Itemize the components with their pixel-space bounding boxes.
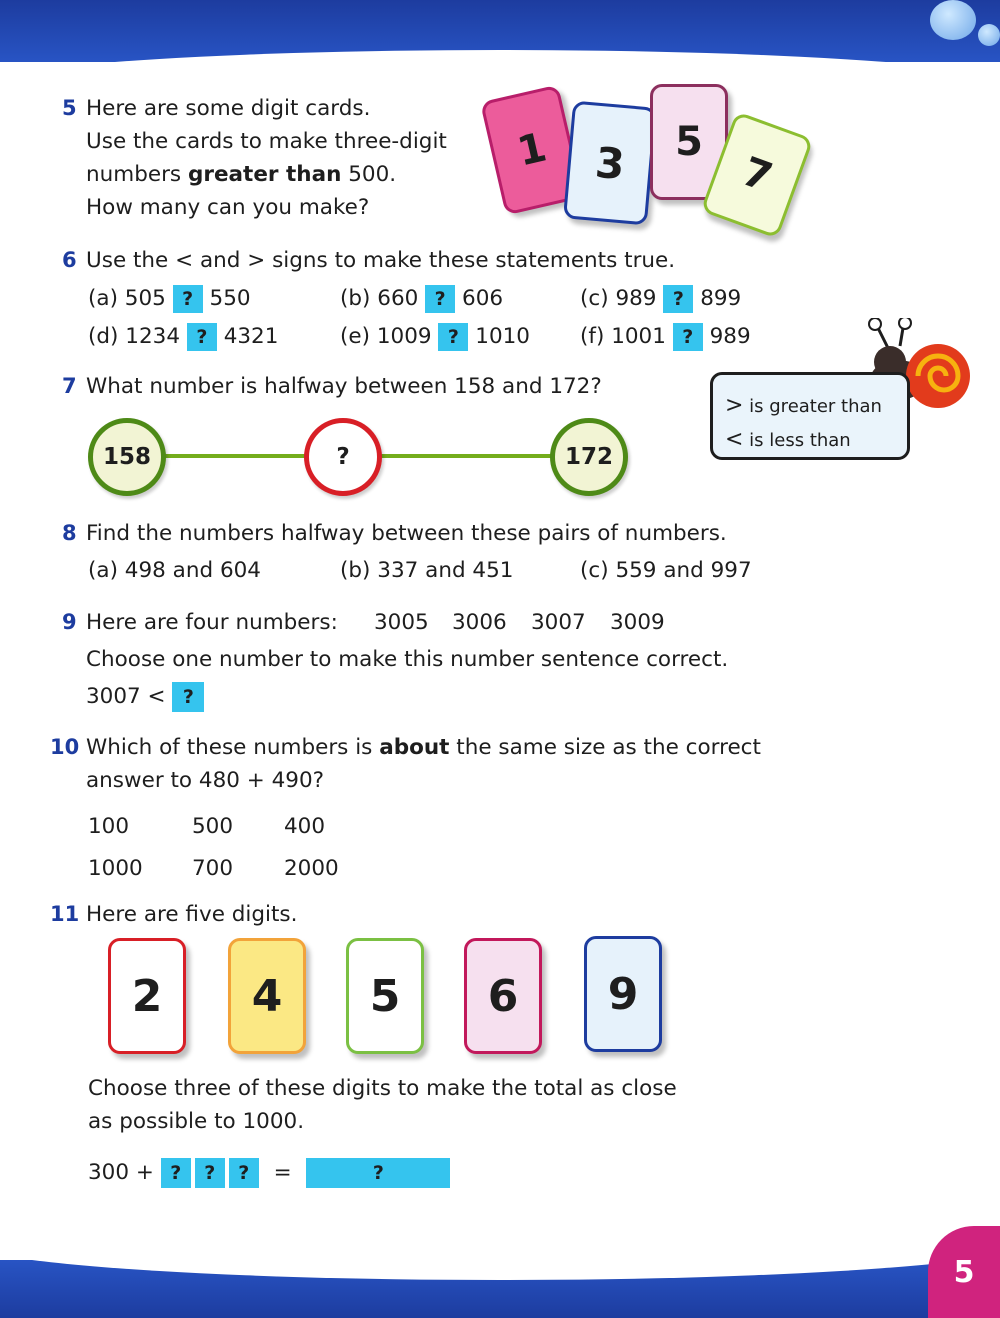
q9-sentence	[86, 680, 204, 713]
question-9-line-2: Choose one number to make this number sentence correct.	[86, 647, 729, 672]
q11-digit-box-1[interactable]: ?	[161, 1158, 191, 1188]
q9-answer-box[interactable]: ?	[172, 682, 204, 712]
q5-line3-bold: greater than	[187, 162, 342, 187]
question-5-line-3	[86, 158, 447, 191]
question-10-number: 10	[50, 735, 80, 759]
q8-item-b	[340, 554, 513, 587]
question-9-text: Here are four numbers:	[86, 610, 338, 635]
q11-digit-box-2[interactable]: ?	[195, 1158, 225, 1188]
question-11-number: 11	[50, 902, 80, 926]
q11-digit-card-2: 2	[108, 938, 186, 1054]
q6-item-d-box[interactable]: ?	[187, 323, 217, 351]
number-line-start: 158	[88, 418, 166, 496]
question-6-number: 6	[62, 248, 77, 272]
q6-item-a-box[interactable]: ?	[173, 285, 203, 313]
page-number: 5	[928, 1226, 1000, 1318]
q8-item-c	[580, 554, 752, 587]
q11-digit-card-6: 6	[464, 938, 542, 1054]
q10-line1-bold: about	[379, 735, 450, 760]
q5-line3-pre: numbers	[86, 162, 188, 187]
q5-digit-card-7: 7	[700, 111, 813, 239]
question-6-text: Use the < and > signs to make these statements true.	[86, 248, 676, 273]
question-5-line-1: Here are some digit cards.	[86, 96, 371, 121]
q6-item-b-left: 660	[377, 286, 419, 311]
number-line-middle-answer[interactable]: ?	[304, 418, 382, 496]
q6-item-b-right: 606	[462, 286, 504, 311]
question-10-line-1	[86, 731, 761, 764]
q9-sentence-text: 3007 <	[86, 684, 166, 709]
q6-item-b-box[interactable]: ?	[425, 285, 455, 313]
q5-digit-card-5: 5	[650, 84, 728, 200]
q11-digit-card-5: 5	[346, 938, 424, 1054]
q6-item-d	[88, 320, 278, 353]
q11-digit-box-3[interactable]: ?	[229, 1158, 259, 1188]
q10-option: 100	[88, 814, 130, 839]
q11-sum-start: 300 +	[88, 1160, 154, 1185]
q6-item-a-label: (a)	[88, 286, 118, 311]
q10-option: 2000	[284, 856, 339, 881]
question-8-text: Find the numbers halfway between these pairs of numbers.	[86, 521, 727, 546]
less-than-text: is less than	[743, 430, 851, 451]
q11-total-box[interactable]: ?	[306, 1158, 450, 1188]
question-8-number: 8	[62, 521, 77, 545]
question-5-number: 5	[62, 96, 77, 120]
number-line-segment-left	[160, 454, 310, 458]
bubble-decoration-small	[978, 24, 1000, 46]
question-10-line-2: answer to 480 + 490?	[86, 768, 325, 793]
q6-item-e-label: (e)	[340, 324, 371, 349]
question-5-line-4: How many can you make?	[86, 195, 370, 220]
question-7-number: 7	[62, 374, 77, 398]
q9-number-3: 3007	[531, 610, 586, 635]
q6-item-c	[580, 282, 741, 315]
q10-line1-post: the same size as the correct	[449, 735, 761, 760]
q6-item-a	[88, 282, 251, 315]
q8-item-a-label: (a)	[88, 558, 118, 583]
q6-item-f-label: (f)	[580, 324, 605, 349]
key-less-than	[725, 423, 907, 457]
question-11-text: Here are five digits.	[86, 902, 298, 927]
question-11-line-2: Choose three of these digits to make the total as close	[88, 1076, 677, 1101]
q10-option: 500	[192, 814, 234, 839]
q8-item-a	[88, 554, 261, 587]
q11-sum	[88, 1156, 450, 1189]
q8-item-b-text: 337 and 451	[377, 558, 514, 583]
question-9-number: 9	[62, 610, 77, 634]
less-than-sign: <	[725, 427, 744, 452]
q6-item-e-box[interactable]: ?	[438, 323, 468, 351]
q5-digit-card-3: 3	[563, 101, 657, 226]
greater-than-text: is greater than	[743, 396, 882, 417]
q6-item-e	[340, 320, 530, 353]
q8-item-c-label: (c)	[580, 558, 609, 583]
signs-key-box	[710, 372, 910, 460]
q9-number-1: 3005	[374, 610, 429, 635]
q8-item-a-text: 498 and 604	[124, 558, 261, 583]
q10-option: 1000	[88, 856, 143, 881]
q5-digit-card-1: 1	[480, 84, 584, 215]
q6-item-c-right: 899	[700, 286, 742, 311]
q11-digit-card-4: 4	[228, 938, 306, 1054]
q6-item-d-right: 4321	[223, 324, 279, 349]
greater-than-sign: >	[725, 393, 744, 418]
q5-line3-post: 500.	[341, 162, 397, 187]
question-5	[86, 92, 447, 224]
question-10	[86, 731, 761, 797]
q6-item-d-label: (d)	[88, 324, 119, 349]
q8-item-c-text: 559 and 997	[615, 558, 752, 583]
q6-item-e-right: 1010	[475, 324, 530, 349]
q6-item-c-left: 989	[615, 286, 657, 311]
q8-item-b-label: (b)	[340, 558, 371, 583]
number-line-segment-right	[378, 454, 558, 458]
q6-item-d-left: 1234	[125, 324, 180, 349]
q6-item-a-right: 550	[209, 286, 251, 311]
q6-item-e-left: 1009	[376, 324, 432, 349]
question-7-text: What number is halfway between 158 and 172?	[86, 374, 602, 399]
q6-item-f-box[interactable]: ?	[673, 323, 703, 351]
q11-digit-card-9: 9	[584, 936, 662, 1052]
number-line-end: 172	[550, 418, 628, 496]
q6-item-b	[340, 282, 503, 315]
bubble-decoration	[930, 0, 976, 40]
q11-equals: =	[273, 1160, 292, 1185]
q6-item-a-left: 505	[124, 286, 166, 311]
q6-item-f-left: 1001	[611, 324, 666, 349]
q6-item-f-right: 989	[709, 324, 751, 349]
q6-item-b-label: (b)	[340, 286, 371, 311]
q10-option: 400	[284, 814, 326, 839]
q10-option: 700	[192, 856, 234, 881]
q6-item-f	[580, 320, 751, 353]
q9-number-2: 3006	[452, 610, 507, 635]
question-5-line-2: Use the cards to make three-digit	[86, 129, 447, 154]
q6-item-c-label: (c)	[580, 286, 609, 311]
question-11-line-3: as possible to 1000.	[88, 1109, 305, 1134]
key-greater-than	[725, 389, 907, 423]
q9-number-4: 3009	[610, 610, 665, 635]
q10-line1-pre: Which of these numbers is	[86, 735, 380, 760]
q6-item-c-box[interactable]: ?	[663, 285, 693, 313]
